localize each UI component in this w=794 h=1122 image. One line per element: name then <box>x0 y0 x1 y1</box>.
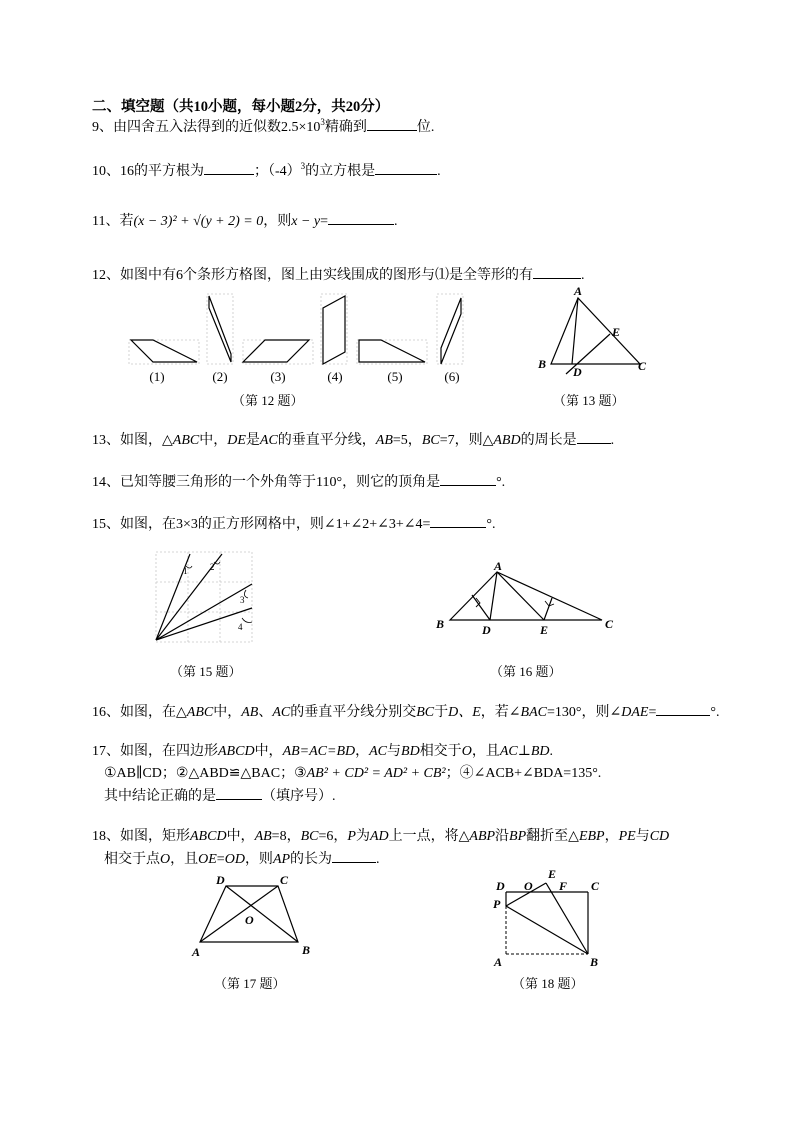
q17-o: O <box>461 744 472 759</box>
q18-text-c: =8， <box>271 829 301 844</box>
q18-text-l: ，且 <box>170 852 199 867</box>
q15-text: 15、如图，在3×3的正方形网格中，则∠1+∠2+∠3+∠4= <box>92 517 431 532</box>
question-18 <box>92 828 669 846</box>
question-12 <box>92 266 585 285</box>
fig16-caption: （第 16 题） <box>490 664 562 679</box>
q18-text-e: 为 <box>355 829 370 844</box>
fig13-segment-ad <box>572 298 578 364</box>
fig16-label-b: B <box>436 617 445 631</box>
q16-text-b: 中， <box>213 705 242 720</box>
q16-text-f: ，若∠ <box>480 705 521 720</box>
fig12-label-4: (4) <box>327 369 343 384</box>
q10-blank-1[interactable] <box>204 162 254 175</box>
question-13 <box>92 431 614 450</box>
question-9 <box>92 118 434 137</box>
q18-ab: AB <box>254 829 272 844</box>
figure-12 <box>125 288 485 386</box>
q11-answer-blank[interactable] <box>328 212 394 225</box>
fig13-label-b: B <box>538 357 547 371</box>
q13-text-e: =5， <box>392 433 422 448</box>
q18-oe: OE <box>198 852 217 867</box>
q9-number: 2.5×10 <box>281 120 321 135</box>
q16-text-a: 16、如图，在△ <box>92 705 187 720</box>
q18-text-m: = <box>216 852 225 867</box>
q18-text-o: 的长为 <box>290 852 333 867</box>
q10-exponent: 3 <box>300 161 306 171</box>
section-title: 二、填空题（共10小题，每小题2分，共20分） <box>92 99 390 115</box>
fig16-segment-ad <box>490 572 497 620</box>
q18-end: . <box>376 852 380 867</box>
fig12-caption: （第 12 题） <box>232 393 304 408</box>
fig18-label-f: F <box>559 879 568 893</box>
q14-end: °. <box>496 475 506 490</box>
q17-answer-line <box>104 787 336 806</box>
question-14 <box>92 473 505 492</box>
figure-17 <box>190 872 320 964</box>
q18-text-g: 沿 <box>495 829 510 844</box>
fig18-label-a: A <box>494 955 503 969</box>
q13-text-h: . <box>610 433 615 448</box>
fig18-label-b: B <box>590 955 599 969</box>
q18-abcd: ABCD <box>190 829 227 844</box>
q17-text-a: 17、如图，在四边形 <box>92 744 218 759</box>
fig18-label-p: P <box>493 897 501 911</box>
q10-text-a: 10、16的平方根为 <box>92 164 204 179</box>
q17-abcd: ABCD <box>218 744 255 759</box>
q16-bac: BAC <box>520 705 547 720</box>
fig16-perp-d <box>472 595 490 620</box>
q17-statement-3: AB² + CD² = AD² + CB² <box>306 766 446 781</box>
shape-5 <box>359 340 425 362</box>
fig15-arc-4 <box>242 618 252 623</box>
fig17-label-d: D <box>216 873 225 887</box>
q13-text-g: 的周长是 <box>520 433 577 448</box>
q16-answer-blank[interactable] <box>656 703 710 716</box>
fig18-label-c: C <box>591 879 600 893</box>
q18-text-a: 18、如图，矩形 <box>92 829 190 844</box>
q17-text-f: ，且 <box>471 744 500 759</box>
q18-line-2 <box>104 850 380 869</box>
q17-text-d: 与 <box>387 744 402 759</box>
q18-p: P <box>347 829 356 844</box>
fig15-arc-3 <box>244 590 248 598</box>
q13-bc: BC <box>421 433 440 448</box>
fig15-caption: （第 15 题） <box>170 664 242 679</box>
q13-abd: ABD <box>493 433 521 448</box>
q16-text-h: = <box>648 705 657 720</box>
q9-text-b: 精确到 <box>324 120 367 135</box>
grid-2 <box>207 294 233 364</box>
q11-expression: (x − 3)² + √(y + 2) = 0 <box>133 214 264 229</box>
q16-dae: DAE <box>621 705 649 720</box>
q18-text-d: =6， <box>318 829 348 844</box>
q13-de: DE <box>227 433 246 448</box>
fig17-label-b: B <box>302 943 311 957</box>
q13-ab: AB <box>375 433 393 448</box>
q18-text-i: ， <box>604 829 619 844</box>
question-16 <box>92 703 719 722</box>
q17-prompt: 其中结论正确的是 <box>104 789 216 804</box>
q17-eq: AB=AC=BD <box>282 744 356 759</box>
fig16-label-c: C <box>605 617 614 631</box>
q17-note: （填序号）. <box>262 789 336 804</box>
q18-ebp: EBP <box>578 829 605 844</box>
q18-text-h: 翻折至△ <box>526 829 579 844</box>
fig18-caption: （第 18 题） <box>512 976 584 991</box>
q17-text-b: 中， <box>254 744 283 759</box>
q11-text-c: = <box>320 214 329 229</box>
q11-variable: x − y <box>291 214 321 229</box>
shape-1 <box>131 340 197 362</box>
q11-text-d: . <box>394 214 398 229</box>
figure-16 <box>432 560 622 640</box>
q16-de: D、E <box>448 705 481 720</box>
q9-answer-blank[interactable] <box>367 118 417 131</box>
fig15-label-2: 2 <box>210 562 215 572</box>
fig17-diagonal-bd <box>226 886 298 942</box>
q14-answer-blank[interactable] <box>440 473 496 486</box>
fig13-label-a: A <box>574 284 583 298</box>
q16-text-d: 的垂直平分线分别交 <box>290 705 417 720</box>
fig12-label-6: (6) <box>444 369 460 384</box>
fig17-caption: （第 17 题） <box>214 976 286 991</box>
q17-statements <box>104 765 601 783</box>
fig12-label-1: (1) <box>149 369 165 384</box>
q15-end: °. <box>486 517 496 532</box>
q10-blank-2[interactable] <box>375 162 437 175</box>
fig18-segment-eb <box>546 883 588 954</box>
shape-3 <box>243 340 309 362</box>
question-11 <box>92 212 398 231</box>
shape-2 <box>209 296 231 362</box>
fig18-label-d: D <box>496 879 505 893</box>
question-15 <box>92 515 496 534</box>
fig16-label-a: A <box>494 559 503 573</box>
q16-ab: AB <box>241 705 259 720</box>
q9-exponent: 3 <box>320 117 325 127</box>
q18-pe: PE <box>618 829 636 844</box>
q9-text-a: 9、由四舍五入法得到的近似数 <box>92 120 281 135</box>
q13-text-a: 13、如图，△ <box>92 433 173 448</box>
fig16-label-e: E <box>540 623 549 637</box>
figure-18 <box>488 866 612 970</box>
q9-text-c: 位. <box>416 120 435 135</box>
q10-text-c: 的立方根是 <box>305 164 376 179</box>
q17-bd: BD <box>401 744 420 759</box>
q17-ac: AC <box>369 744 388 759</box>
fig13-label-d: D <box>573 365 582 379</box>
q18-o: O <box>160 852 171 867</box>
q16-text-i: °. <box>710 705 720 720</box>
fig12-label-3: (3) <box>270 369 286 384</box>
q10-text-b: ；（-4） <box>254 164 301 179</box>
q18-abp: ABP <box>469 829 496 844</box>
grid-5 <box>357 340 427 364</box>
grid-1 <box>129 340 199 364</box>
q14-text: 14、已知等腰三角形的一个外角等于110°，则它的顶角是 <box>92 475 441 490</box>
q18-ad: AD <box>369 829 389 844</box>
q17-answer-blank[interactable] <box>216 787 262 800</box>
figure-15 <box>150 548 260 648</box>
q16-text-g: =130°，则∠ <box>546 705 622 720</box>
q17-statement-4: ；④∠ACB+∠BDA=135°. <box>445 766 602 781</box>
q18-text-j: 与 <box>635 829 650 844</box>
fig13-label-c: C <box>638 359 647 373</box>
figure-13 <box>530 284 660 380</box>
q16-text-e: 于 <box>434 705 449 720</box>
fig18-label-o: O <box>524 879 533 893</box>
q13-text-f: =7，则△ <box>439 433 494 448</box>
fig17-label-c: C <box>280 873 289 887</box>
q17-perp: AC⊥BD <box>499 744 550 759</box>
shape-4 <box>323 296 345 364</box>
q13-text-c: 是 <box>245 433 260 448</box>
fig16-label-d: D <box>482 623 491 637</box>
q16-abc: ABC <box>186 705 214 720</box>
fig16-segment-ae <box>497 572 544 620</box>
q17-text-c: ， <box>355 744 370 759</box>
fig12-label-5: (5) <box>387 369 403 384</box>
fig15-label-1: 1 <box>183 566 188 576</box>
q11-text-b: ，则 <box>263 214 292 229</box>
fig13-label-e: E <box>612 325 621 339</box>
question-17 <box>92 743 553 761</box>
q18-text-f: 上一点，将△ <box>388 829 470 844</box>
q17-statements-1-2: ①AB∥CD；②△ABD≌△BAC；③ <box>104 766 307 781</box>
fig15-label-4: 4 <box>238 622 243 632</box>
fig17-label-a: A <box>192 945 201 959</box>
q15-answer-blank[interactable] <box>430 515 486 528</box>
q13-ac: AC <box>259 433 278 448</box>
fig12-label-2: (2) <box>212 369 228 384</box>
q18-ap: AP <box>272 852 291 867</box>
q12-answer-blank[interactable] <box>533 266 581 279</box>
q18-text-n: ，则 <box>244 852 273 867</box>
q18-text-b: 中， <box>226 829 255 844</box>
fig13-caption: （第 13 题） <box>553 393 625 408</box>
q18-bp: BP <box>509 829 527 844</box>
fig17-diagonal-ac <box>200 886 278 942</box>
fig18-fold-pb <box>506 906 588 954</box>
q13-answer-blank[interactable] <box>577 431 611 444</box>
q10-text-d: . <box>437 164 441 179</box>
shape-6 <box>441 298 461 364</box>
fig13-triangle <box>551 298 640 364</box>
q16-bc: BC <box>416 705 435 720</box>
q13-text-d: 的垂直平分线， <box>277 433 376 448</box>
q18-cd: CD <box>649 829 670 844</box>
q16-ac: AC <box>272 705 291 720</box>
q18-od: OD <box>224 852 245 867</box>
question-10 <box>92 162 441 181</box>
q18-answer-blank[interactable] <box>332 850 376 863</box>
q12-text: 12、如图中有6个条形方格图，图上由实线围成的图形与⑴是全等形的有 <box>92 268 533 283</box>
q16-text-c: 、 <box>258 705 273 720</box>
q12-end: . <box>581 268 585 283</box>
fig17-label-o: O <box>245 913 254 927</box>
q13-text-b: 中， <box>199 433 228 448</box>
q18-text-k: 相交于点 <box>104 852 160 867</box>
q13-abc: ABC <box>172 433 200 448</box>
fig15-label-3: 3 <box>240 595 245 605</box>
fig18-label-e: E <box>548 867 557 881</box>
q17-text-e: 相交于 <box>419 744 462 759</box>
q18-bc: BC <box>300 829 319 844</box>
q17-text-g: . <box>549 744 554 759</box>
q11-text-a: 11、若 <box>92 214 134 229</box>
